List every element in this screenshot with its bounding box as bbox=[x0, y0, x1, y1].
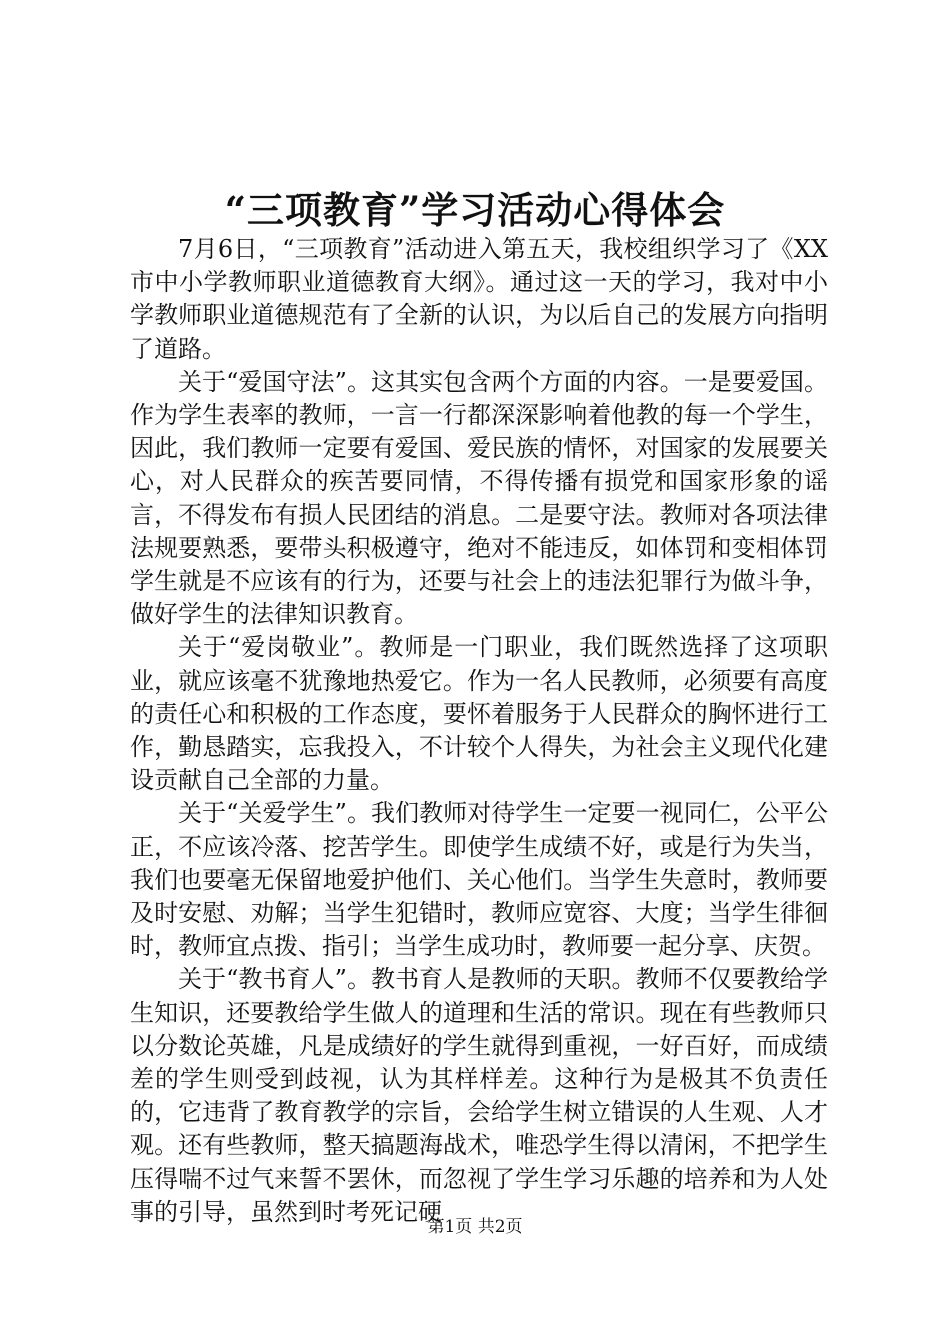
document-body bbox=[130, 233, 828, 1229]
paragraph-intro: 7月6日，“三项教育”活动进入第五天，我校组织学习了《XX市中小学教师职业道德教育大纲》。通过这一天的学习，我对中小学教师职业道德规范有了全新的认识，为以后自己的发展方向指明了道路。 bbox=[130, 235, 828, 363]
page-number-footer: 第1页 共2页 bbox=[427, 1217, 523, 1237]
paragraph-dedication: 关于“爱岗敬业”。教师是一门职业，我们既然选择了这项职业，就应该毫不犹豫地热爱它。作为一名人民教师，必须要有高度的责任心和积极的工作态度，要怀着服务于人民群众的胸怀进行工作，勤恳踏实，忘我投入，不计较个人得失，为社会主义现代化建设贡献自己全部的力量。 bbox=[130, 633, 828, 795]
document-title: “三项教育”学习活动心得体会 bbox=[224, 188, 726, 232]
paragraph-caring-students: 关于“关爱学生”。我们教师对待学生一定要一视同仁，公平公正，不应该冷落、挖苦学生。即使学生成绩不好，或是行为失当，我们也要毫无保留地爱护他们、关心他们。当学生失意时，教师要及时安慰、劝解；当学生犯错时，教师应宽容、大度；当学生徘徊时，教师宜点拨、指引；当学生成功时，教师要一起分享、庆贺。 bbox=[130, 799, 828, 961]
paragraph-patriotism-law: 关于“爱国守法”。这其实包含两个方面的内容。一是要爱国。作为学生表率的教师，一言一行都深深影响着他教的每一个学生，因此，我们教师一定要有爱国、爱民族的情怀，对国家的发展要关心，对人民群众的疾苦要同情，不得传播有损党和国家形象的谣言，不得发布有损人民团结的消息。二是要守法。教师对各项法律法规要熟悉，要带头积极遵守，绝对不能违反，如体罚和变相体罚学生就是不应该有的行为，还要与社会上的违法犯罪行为做斗争，做好学生的法律知识教育。 bbox=[130, 367, 828, 629]
paragraph-teaching-educating: 关于“教书育人”。教书育人是教师的天职。教师不仅要教给学生知识，还要教给学生做人的道理和生活的常识。现在有些教师只以分数论英雄，凡是成绩好的学生就得到重视，一好百好，而成绩差的学生则受到歧视，认为其样样差。这种行为是极其不负责任的，它违背了教育教学的宗旨，会给学生树立错误的人生观、人才观。还有些教师，整天搞题海战术，唯恐学生得以清闲，不把学生压得喘不过气来誓不罢休，而忽视了学生学习乐趣的培养和为人处事的引导，虽然到时考死记硬 bbox=[130, 965, 828, 1226]
